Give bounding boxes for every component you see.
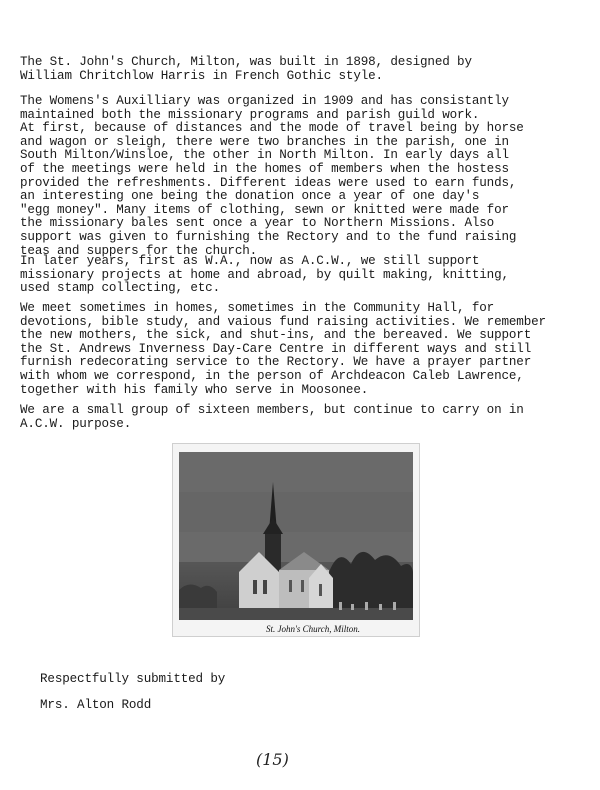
paragraph-history: The St. John's Church, Milton, was built in 1898, designed by William Chritchlow Harris in French Gothic style. (20, 55, 472, 83)
paragraph-group-size: We are a small group of sixteen members, but continue to carry on in A.C.W. purpose. (20, 403, 524, 431)
signoff-line: Respectfully submitted by (40, 672, 226, 686)
paragraph-meetings: We meet sometimes in homes, sometimes in the Community Hall, for devotions, bible study, and vaious fund raising activities. We remember the new mothers, the sick, and shut-ins, and the bereaved. We support the St. Andrews Inverness Day-Care Centre in different ways and still furnish redecorating service to the Rectory. We have a prayer partner with whom we correspond, in the person of Archdeacon Caleb Lawrence, together with his family who serve in Moosonee. (20, 301, 546, 397)
church-photo (179, 452, 413, 620)
church-illustration (179, 452, 413, 620)
paragraph-womens-auxiliary: The Womens's Auxilliary was organized in 1909 and has consistantly maintained both the missionary programs and parish guild work. At first, because of distances and the mode of travel being by horse and wagon or sleigh, there were two branches in the parish, one in South Milton/Winsloe, the other in North Milton. In early days all of the meetings were held in the homes of members when the hostess provided the refreshments. Different ideas were used to earn funds, an interesting one being the donation once a year of one day's "egg money". Many items of clothing, sewn or knitted were made for the missionary bales sent once a year to Northern Missions. Also support was given to furnishing the Rectory and to the fund raising teas and suppers for the church. (20, 94, 524, 258)
author-name: Mrs. Alton Rodd (40, 698, 152, 712)
church-photo-frame (172, 443, 420, 637)
paragraph-later-years: In later years, first as W.A., now as A.C.W., we still support missionary projects at home and abroad, by quilt making, knitting, used stamp collecting, etc. (20, 254, 509, 296)
photo-caption: St. John's Church, Milton. (265, 624, 361, 634)
page-number: (15) (256, 750, 289, 769)
